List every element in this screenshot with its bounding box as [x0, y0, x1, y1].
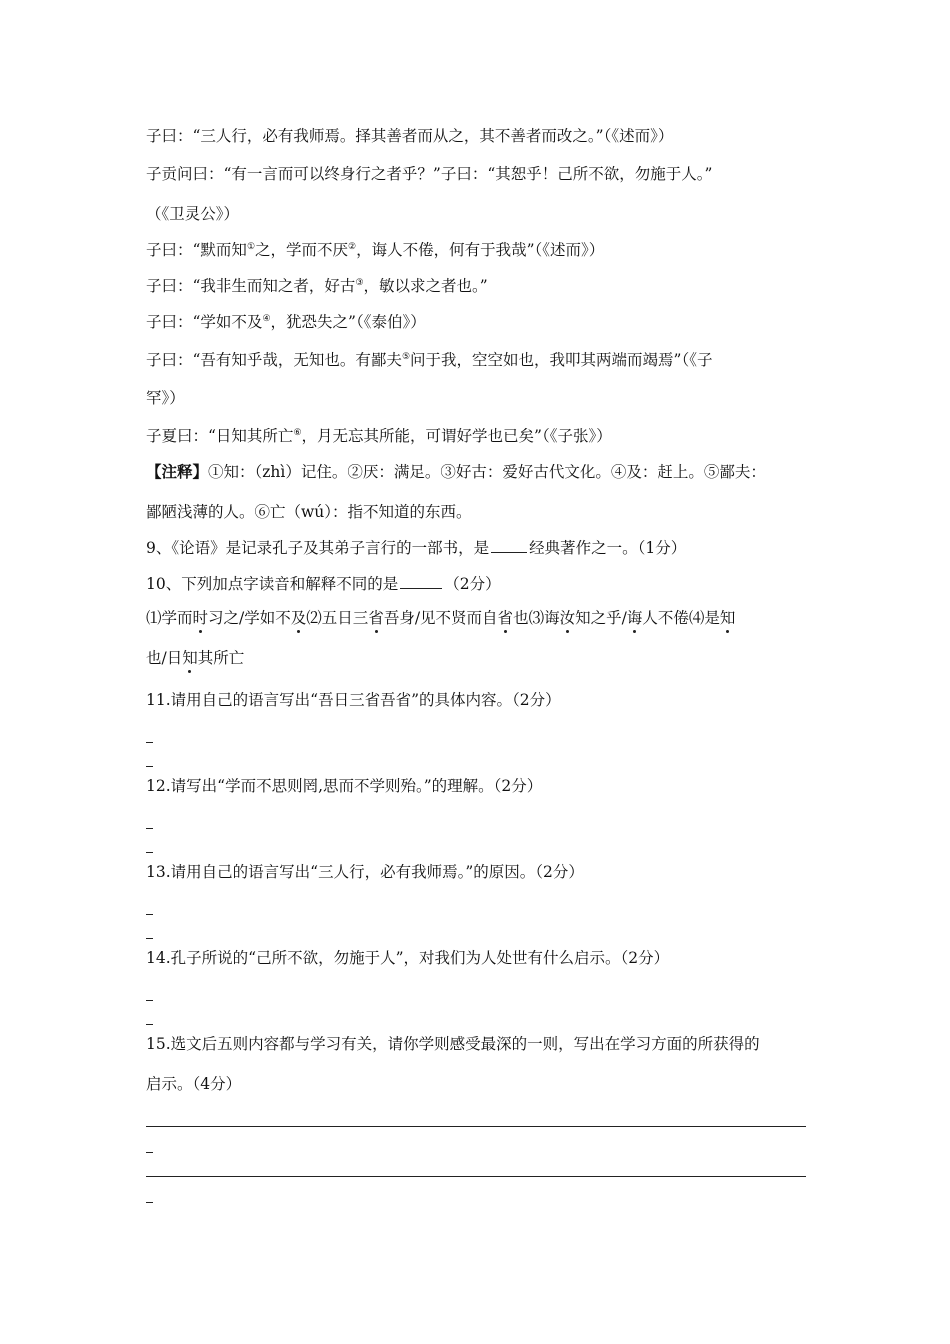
option-text: ⑵五日三 — [306, 609, 369, 627]
option-text: 习之/学如不 — [208, 609, 291, 627]
question-10-text-a: 10、下列加点字读音和解释不同的是 — [146, 575, 399, 593]
answer-line-11b[interactable] — [146, 766, 153, 767]
question-10-text-b: （2分） — [444, 575, 501, 593]
question-9-text-a: 9、《论语》是记录孔子及其弟子言行的一部书，是 — [146, 539, 490, 557]
passage-3 — [146, 240, 604, 260]
dotted-char: 省 — [368, 609, 384, 627]
answer-line-13a[interactable] — [146, 914, 153, 915]
question-9-text-b: 经典著作之一。（1分） — [529, 539, 687, 557]
passage-6-line-2: 罕》） — [146, 389, 185, 407]
answer-line-14a[interactable] — [146, 1000, 153, 1001]
dotted-char: 及 — [290, 609, 307, 627]
answer-line-13b[interactable] — [146, 938, 153, 939]
dotted-char: 知 — [719, 609, 736, 627]
note-ref-1: ① — [246, 242, 256, 252]
option-text: ⑴学而 — [146, 609, 193, 627]
option-text: 人不倦⑷是 — [642, 609, 720, 627]
answer-line-15a[interactable] — [146, 1152, 153, 1153]
notes-line-1 — [146, 462, 766, 482]
answer-rule-15a[interactable] — [146, 1126, 806, 1127]
passage-7-text-b: ，月无忘其所能，可谓好学也已矣”（《子张》） — [301, 427, 612, 445]
note-ref-3: ③ — [355, 278, 364, 288]
dotted-char: 时 — [192, 609, 209, 627]
option-text: 也⑶诲 — [513, 609, 560, 627]
answer-line-12a[interactable] — [146, 828, 153, 829]
passage-6-text-a: 子曰：“吾有知乎哉，无知也。有鄙夫 — [146, 351, 402, 369]
question-15-line-1: 15.选文后五则内容都与学习有关，请你学则感受最深的一则，写出在学习方面的所获得的 — [146, 1035, 760, 1053]
note-ref-5: ⑤ — [401, 352, 411, 362]
passage-6-text-b: 问于我，空空如也，我叩其两端而竭焉”（《子 — [410, 351, 713, 369]
passage-6-line-1 — [146, 350, 712, 370]
passage-4-text-b: ，敏以求之者也。” — [363, 277, 488, 295]
dotted-char: 知 — [182, 649, 198, 667]
answer-line-12b[interactable] — [146, 852, 153, 853]
passage-4 — [146, 276, 488, 296]
notes-label: 【注释】 — [146, 462, 209, 481]
passage-1: 子曰：“三人行，必有我师焉。择其善者而从之，其不善者而改之。”（《述而》） — [146, 127, 674, 145]
passage-5-text-b: ，犹恐失之”（《泰伯》） — [270, 313, 426, 331]
dotted-char: 省 — [497, 609, 514, 627]
note-ref-4: ④ — [262, 314, 271, 324]
question-9 — [146, 538, 686, 558]
question-15-line-2: 启示。（4分） — [146, 1075, 242, 1093]
answer-blank-10[interactable] — [400, 574, 442, 589]
passage-5-text-a: 子曰：“学如不及 — [146, 313, 263, 331]
dotted-char: 汝 — [559, 609, 576, 627]
passage-5 — [146, 312, 426, 332]
question-10-options-line-1 — [146, 608, 735, 628]
question-10 — [146, 574, 501, 594]
passage-3-text-a: 子曰：“默而知 — [146, 241, 247, 259]
notes-text-1: ①知：（zhì）记住。②厌：满足。③好古：爱好古代文化。④及：赶上。⑤鄙夫： — [208, 463, 766, 481]
answer-line-15b[interactable] — [146, 1202, 153, 1203]
option-text: 也/日 — [146, 649, 183, 667]
option-text: 吾身/见不贤而自 — [383, 609, 498, 627]
passage-7-text-a: 子夏曰：“日知其所亡 — [146, 427, 294, 445]
passage-3-text-b: 之，学而不厌 — [255, 241, 349, 259]
option-text: 知之乎/ — [575, 609, 627, 627]
notes-line-2: 鄙陋浅薄的人。⑥亡（wú）：指不知道的东西。 — [146, 503, 472, 521]
question-10-options-line-2 — [146, 648, 244, 668]
passage-4-text-a: 子曰：“我非生而知之者，好古 — [146, 277, 356, 295]
dotted-char: 诲 — [626, 609, 643, 627]
note-ref-6: ⑥ — [293, 428, 302, 438]
option-text: 其所亡 — [197, 649, 245, 667]
passage-3-text-c: ，诲人不倦，何有于我哉”（《述而》） — [356, 241, 605, 259]
question-11: 11.请用自己的语言写出“吾日三省吾省”的具体内容。（2分） — [146, 691, 561, 709]
question-13: 13.请用自己的语言写出“三人行，必有我师焉。”的原因。（2分） — [146, 863, 584, 881]
question-12: 12.请写出“学而不思则罔,思而不学则殆。”的理解。（2分） — [146, 777, 543, 795]
note-ref-2: ② — [348, 242, 357, 252]
answer-line-11a[interactable] — [146, 742, 153, 743]
passage-2-line-1: 子贡问曰：“有一言而可以终身行之者乎？”子曰：“其恕乎！己所不欲，勿施于人。” — [146, 165, 713, 183]
answer-blank-9[interactable] — [491, 538, 527, 553]
question-14: 14.孔子所说的“己所不欲，勿施于人”，对我们为人处世有什么启示。（2分） — [146, 949, 670, 967]
passage-2-line-2: （《卫灵公》） — [146, 205, 240, 223]
passage-7 — [146, 426, 612, 446]
answer-line-14b[interactable] — [146, 1024, 153, 1025]
answer-rule-15b[interactable] — [146, 1176, 806, 1177]
